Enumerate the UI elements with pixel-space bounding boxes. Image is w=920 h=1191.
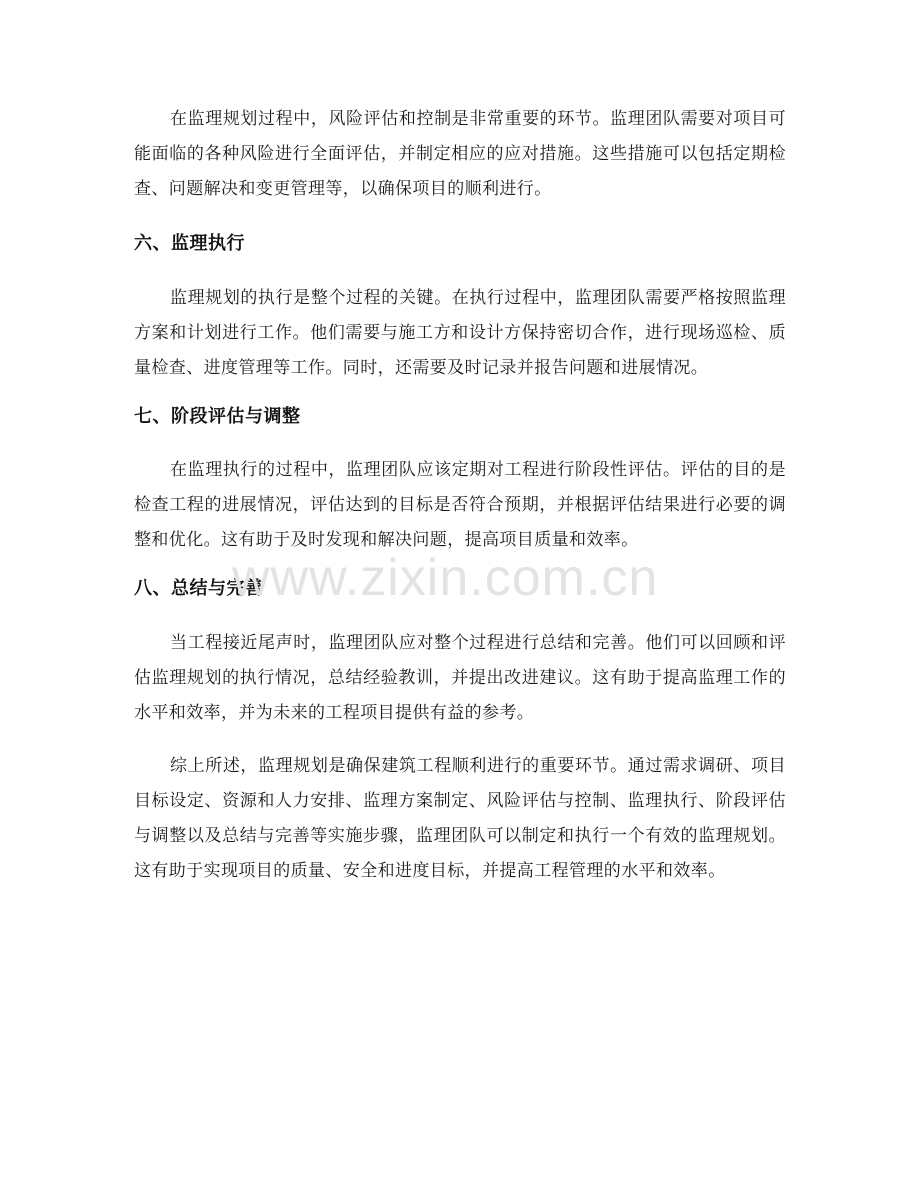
watermark-text: www.zixin.com.cn [232, 549, 659, 607]
paragraph-supervision-execution: 监理规划的执行是整个过程的关键。在执行过程中，监理团队需要严格按照监理方案和计划进行工作。他们需要与施工方和设计方保持密切合作，进行现场巡检、质量检查、进度管理等工作。同时，还需要及时记录并报告问题和进展情况。 [134, 288, 786, 378]
paragraph-risk-control: 在监理规划过程中，风险评估和控制是非常重要的环节。监理团队需要对项目可能面临的各种风险进行全面评估，并制定相应的应对措施。这些措施可以包括定期检查、问题解决和变更管理等，以确保项目的顺利进行。 [134, 109, 786, 199]
paragraph-summary-improvement: 当工程接近尾声时，监理团队应对整个过程进行总结和完善。他们可以回顾和评估监理规划的执行情况，总结经验教训，并提出改进建议。这有助于提高监理工作的水平和效率，并为未来的工程项目提供有益的参考。 [134, 633, 786, 723]
heading-supervision-execution: 六、监理执行 [134, 233, 245, 254]
heading-stage-evaluation: 七、阶段评估与调整 [134, 406, 301, 427]
paragraph-stage-evaluation: 在监理执行的过程中，监理团队应该定期对工程进行阶段性评估。评估的目的是检查工程的进展情况，评估达到的目标是否符合预期，并根据评估结果进行必要的调整和优化。这有助于及时发现和解决问题，提高项目质量和效率。 [134, 460, 786, 550]
heading-summary-improvement: 八、总结与完善 [134, 578, 264, 599]
paragraph-conclusion: 综上所述，监理规划是确保建筑工程顺利进行的重要环节。通过需求调研、项目目标设定、资源和人力安排、监理方案制定、风险评估与控制、监理执行、阶段评估与调整以及总结与完善等实施步骤，监理团队可以制定和执行一个有效的监理规划。这有助于实现项目的质量、安全和进度目标，并提高工程管理的水平和效率。 [134, 756, 786, 881]
